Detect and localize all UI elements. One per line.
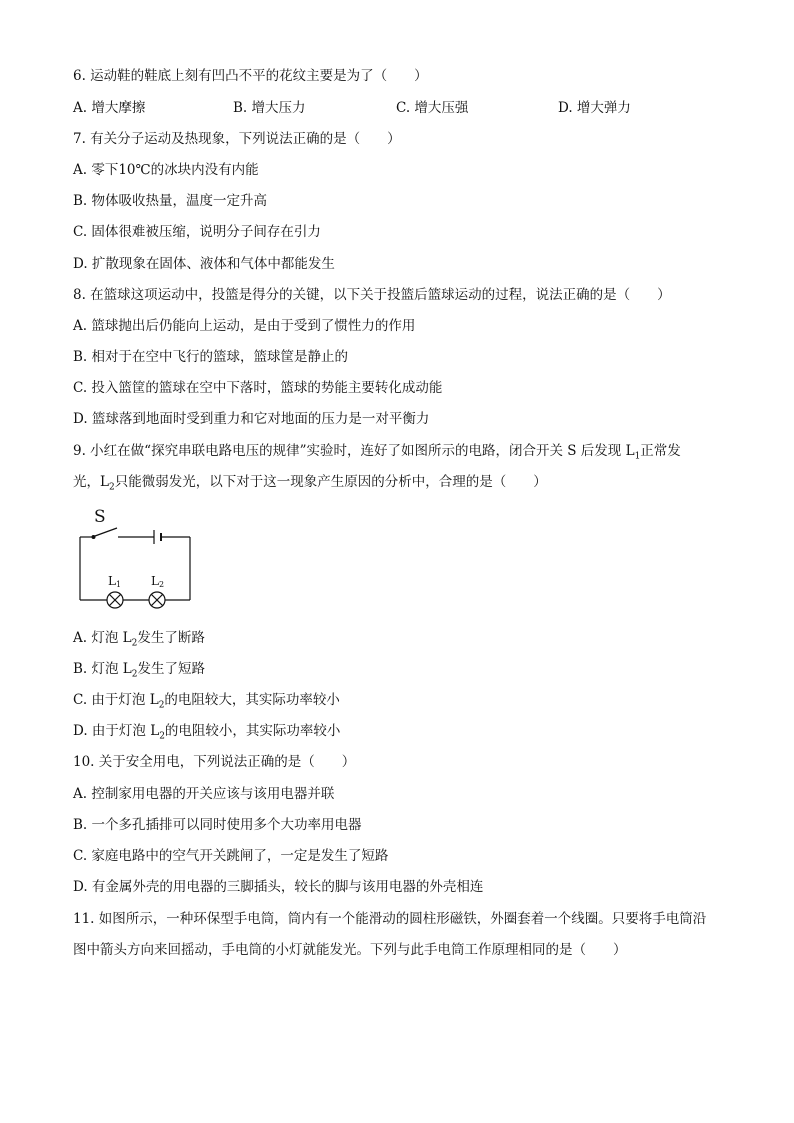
q6-option-a: A. 增大摩擦 (73, 100, 146, 116)
switch-pivot (92, 535, 96, 539)
q8-option-d: D. 篮球落到地面时受到重力和它对地面的压力是一对平衡力 (73, 411, 430, 427)
q9-option-c (73, 690, 340, 710)
q7-option-a: A. 零下10℃的冰块内没有内能 (73, 162, 259, 178)
q10-option-d: D. 有金属外壳的用电器的三脚插头，较长的脚与该用电器的外壳相连 (73, 879, 484, 895)
q10-stem: 10. 关于安全用电，下列说法正确的是（ ） (73, 754, 356, 770)
q10-option-b: B. 一个多孔插排可以同时使用多个大功率用电器 (73, 817, 362, 833)
q10-option-a: A. 控制家用电器的开关应该与该用电器并联 (73, 786, 335, 802)
lamp1-label (108, 574, 121, 589)
q9-option-a-sub: 2 (131, 638, 138, 649)
q9-stem-line2 (73, 472, 547, 492)
q9-circuit-diagram (70, 500, 200, 610)
q11-stem-line1: 11. 如图所示，一种环保型手电筒，筒内有一个能滑动的圆柱形磁铁，外圈套着一个线圈。只要将手电筒沿 (73, 911, 707, 927)
q6-option-c: C. 增大压强 (396, 100, 469, 116)
lamp1-sub: 1 (115, 580, 122, 589)
q9-option-c-text-a: C. 由于灯泡 L (73, 692, 159, 708)
q10-option-c: C. 家庭电路中的空气开关跳闸了，一定是发生了短路 (73, 848, 389, 864)
q9-option-b (73, 659, 205, 679)
q7-option-b: B. 物体吸收热量，温度一定升高 (73, 193, 268, 209)
q9-option-c-sub: 2 (158, 700, 165, 711)
q6-option-b: B. 增大压力 (233, 100, 306, 116)
lamp-l1-symbol (107, 592, 123, 608)
q9-option-b-text-a: B. 灯泡 L (73, 661, 132, 677)
q9-option-a (73, 628, 205, 648)
q7-option-d: D. 扩散现象在固体、液体和气体中都能发生 (73, 256, 335, 272)
q9-option-d-sub: 2 (159, 731, 165, 742)
q9-option-a-text-b: 发生了断路 (137, 630, 205, 646)
q9-option-d-text-a: D. 由于灯泡 L (73, 723, 160, 739)
lamp2-letter: L (151, 574, 159, 588)
q9-stem2-text-a: 光，L (73, 474, 109, 490)
q9-option-d-text-b: 的电阻较小，其实际功率较小 (164, 723, 341, 739)
q9-stem2-text-b: 只能微弱发光，以下对于这一现象产生原因的分析中，合理的是（ ） (114, 474, 547, 490)
q8-option-a: A. 篮球抛出后仍能向上运动，是由于受到了惯性力的作用 (73, 318, 416, 334)
q8-option-b: B. 相对于在空中飞行的篮球，篮球筐是静止的 (73, 349, 349, 365)
q9-stem1-sub: 1 (634, 451, 641, 462)
q9-stem1-text-a: 9. 小红在做“探究串联电路电压的规律”实验时，连好了如图所示的电路，闭合开关 S 后发现 L (73, 443, 635, 459)
q9-option-b-sub: 2 (131, 669, 138, 680)
lamp2-sub: 2 (158, 580, 165, 589)
q7-stem: 7. 有关分子运动及热现象，下列说法正确的是（ ） (73, 131, 401, 147)
q8-stem: 8. 在篮球这项运动中，投篮是得分的关键，以下关于投篮后篮球运动的过程，说法正确的是（ ） (73, 287, 671, 303)
q9-stem2-sub: 2 (108, 482, 115, 493)
q9-option-d (73, 721, 340, 741)
q8-option-c: C. 投入篮筐的篮球在空中下落时，篮球的势能主要转化成动能 (73, 380, 443, 396)
q9-stem1-text-b: 正常发 (640, 443, 681, 459)
lamp2-label (151, 574, 164, 589)
lamp1-letter: L (108, 574, 116, 588)
lamp-l2-symbol (149, 592, 165, 608)
q7-option-c: C. 固体很难被压缩，说明分子间存在引力 (73, 224, 321, 240)
q11-stem-line2: 图中箭头方向来回摇动，手电筒的小灯就能发光。下列与此手电筒工作原理相同的是（ ） (73, 942, 627, 958)
q9-option-a-text-a: A. 灯泡 L (73, 630, 132, 646)
q6-stem: 6. 运动鞋的鞋底上刻有凹凸不平的花纹主要是为了（ ） (73, 68, 428, 84)
q9-option-c-text-b: 的电阻较大，其实际功率较小 (164, 692, 340, 708)
q6-option-d: D. 增大弹力 (558, 100, 631, 116)
switch-blade (95, 528, 117, 536)
switch-label: S (94, 507, 106, 527)
q9-option-b-text-b: 发生了短路 (137, 661, 205, 677)
q9-stem-line1 (73, 441, 681, 461)
